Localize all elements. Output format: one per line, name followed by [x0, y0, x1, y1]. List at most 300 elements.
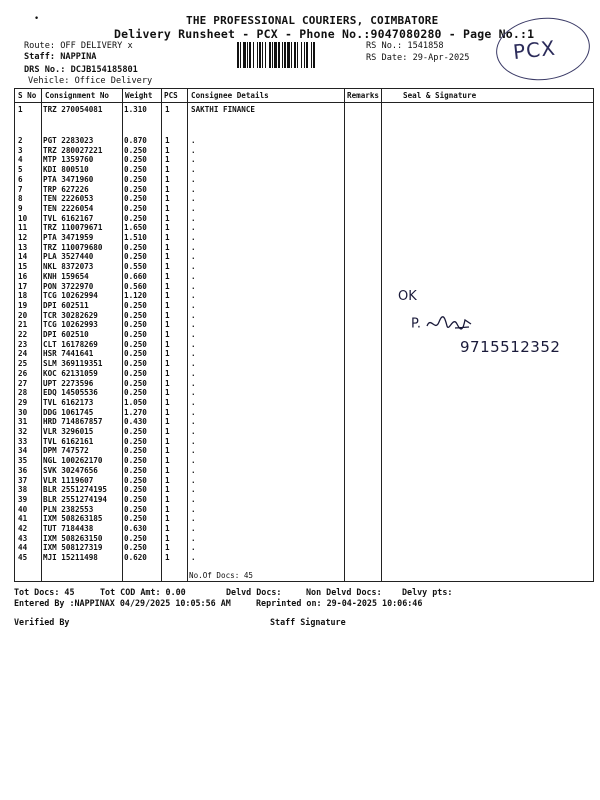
row-weight: 0.550: [124, 262, 147, 272]
row-sno: 31: [18, 417, 28, 427]
row-pcs: 1: [165, 155, 170, 165]
row-sno: 9: [18, 203, 23, 213]
vehicle-line: Vehicle: Office Delivery: [28, 76, 153, 86]
row-weight: 0.250: [124, 378, 147, 388]
row-consignment-no: HSR 7441641: [43, 349, 94, 359]
row-sno: 41: [18, 514, 28, 524]
row-consignment-no: DPI 602510: [43, 330, 89, 339]
row-sno: 34: [18, 446, 28, 456]
row-weight: 0.560: [124, 281, 147, 291]
row-weight: 0.250: [124, 252, 147, 262]
runsheet-table: [14, 88, 594, 582]
row-sno: 28: [18, 388, 28, 398]
row-pcs: 1: [165, 504, 170, 514]
barcode: [237, 42, 359, 68]
row-sno: 22: [18, 330, 28, 339]
row-consignment-no: PTA 3471959: [43, 233, 94, 242]
row-consignment-no: IXM 508263150: [43, 533, 103, 543]
row-pcs: 1: [165, 262, 170, 272]
row-pcs: 1: [165, 136, 170, 145]
row-consignee: .: [191, 330, 196, 339]
signature-prefix: P.: [411, 316, 421, 332]
row-pcs: 1: [165, 533, 170, 543]
row-consignee: .: [191, 339, 196, 349]
row-consignment-no: TRZ 110079680: [43, 242, 103, 252]
row-consignment-no: DDG 1061745: [43, 407, 94, 417]
row-pcs: 1: [165, 427, 170, 436]
row-pcs: 1: [165, 213, 170, 223]
col-header-weight: Weight: [125, 91, 153, 100]
signature-scribble-icon: [425, 314, 475, 334]
row-consignee: .: [191, 543, 196, 553]
row-sno: 11: [18, 223, 28, 233]
row-pcs: 1: [165, 252, 170, 262]
row-weight: 0.250: [124, 533, 147, 543]
row-sno: 45: [18, 553, 28, 563]
row-consignee: .: [191, 262, 196, 272]
row-pcs: 1: [165, 184, 170, 194]
rs-no: RS No.: 1541858: [366, 41, 444, 51]
row-consignment-no: KNH 159654: [43, 271, 89, 281]
table-row: [15, 301, 593, 311]
row-consignment-no: TRZ 110079671: [43, 223, 103, 233]
table-row: [15, 359, 593, 369]
row-consignment-no: SVK 30247656: [43, 465, 98, 475]
row-consignment-no: PTA 3471960: [43, 174, 94, 184]
table-row: [15, 446, 593, 456]
row-consignee: .: [191, 300, 196, 310]
row-consignee: .: [191, 184, 196, 194]
row-consignment-no: DPM 747572: [43, 446, 89, 456]
row-weight: 0.250: [124, 330, 147, 339]
table-row: [15, 369, 593, 379]
row-weight: 0.250: [124, 242, 147, 252]
row-consignment-no: VLR 1119607: [43, 475, 94, 485]
row-weight: 0.660: [124, 271, 147, 281]
row-pcs: 1: [165, 174, 170, 184]
row-consignment-no: TCG 10262993: [43, 320, 98, 330]
row-pcs: 1: [165, 378, 170, 388]
row-pcs: 1: [165, 446, 170, 456]
row-pcs: 1: [165, 397, 170, 407]
table-row: [15, 495, 593, 505]
row-pcs: 1: [165, 330, 170, 339]
handwritten-phone: 9715512352: [460, 338, 561, 356]
row-consignee: .: [191, 155, 196, 165]
row-consignee: .: [191, 165, 196, 175]
table-row: [15, 388, 593, 398]
row-weight: 0.250: [124, 543, 147, 553]
row-consignee: .: [191, 242, 196, 252]
row-weight: 0.250: [124, 494, 147, 504]
row-weight: 0.250: [124, 320, 147, 330]
table-row: [15, 146, 593, 156]
row-sno: 6: [18, 174, 23, 184]
row-sno: 13: [18, 242, 28, 252]
table-row: [15, 155, 593, 165]
row-pcs: 1: [165, 203, 170, 213]
verified-by: Verified By: [14, 617, 70, 627]
row-sno: 29: [18, 397, 28, 407]
row-consignment-no: MTP 1359760: [43, 155, 94, 165]
row-weight: 1.270: [124, 407, 147, 417]
staff-signature: Staff Signature: [270, 617, 346, 627]
row-pcs: 1: [165, 320, 170, 330]
row-consignee: .: [191, 233, 196, 242]
row-consignment-no: DPI 602511: [43, 300, 89, 310]
row-sno: 35: [18, 456, 28, 466]
table-row: [15, 262, 593, 272]
row-pcs: 1: [165, 194, 170, 204]
table-row: [15, 524, 593, 534]
row-weight: 0.250: [124, 359, 147, 369]
table-row: [15, 204, 593, 214]
row-sno: 36: [18, 465, 28, 475]
row-weight: 1.310: [124, 105, 147, 114]
row-consignee: .: [191, 359, 196, 369]
handwritten-signature: [411, 314, 475, 334]
row-weight: 0.250: [124, 465, 147, 475]
row-sno: 12: [18, 233, 28, 242]
row-weight: 0.430: [124, 417, 147, 427]
row-sno: 2: [18, 136, 23, 145]
row-consignment-no: UPT 2273596: [43, 378, 94, 388]
row-weight: 0.250: [124, 456, 147, 466]
table-row: [15, 553, 593, 563]
row-pcs: 1: [165, 223, 170, 233]
row-consignee: .: [191, 427, 196, 436]
row-consignment-no: KOC 62131059: [43, 368, 98, 378]
table-row: [15, 214, 593, 224]
table-row: [15, 136, 593, 146]
row-consignee: SAKTHI FINANCE: [191, 105, 256, 114]
delvy-pts: Delvy pts:: [402, 587, 453, 597]
row-pcs: 1: [165, 233, 170, 242]
row-weight: 0.250: [124, 174, 147, 184]
row-sno: 44: [18, 543, 28, 553]
table-row: [15, 282, 593, 292]
row-consignee: .: [191, 213, 196, 223]
row-pcs: 1: [165, 349, 170, 359]
route-line: Route: OFF DELIVERY x: [24, 41, 133, 51]
row-consignee: .: [191, 194, 196, 204]
row-pcs: 1: [165, 543, 170, 553]
row-sno: 40: [18, 504, 28, 514]
table-row: [15, 534, 593, 544]
table-row: [15, 311, 593, 321]
row-consignee: .: [191, 504, 196, 514]
row-pcs: 1: [165, 368, 170, 378]
row-sno: 8: [18, 194, 23, 204]
row-pcs: 1: [165, 291, 170, 301]
row-pcs: 1: [165, 281, 170, 291]
col-header-remarks: Remarks: [347, 91, 380, 100]
row-sno: 17: [18, 281, 28, 291]
table-row: [15, 272, 593, 282]
row-pcs: 1: [165, 436, 170, 446]
col-header-consignment: Consignment No: [45, 91, 110, 100]
table-row: [15, 476, 593, 486]
row-consignment-no: IXM 508263185: [43, 514, 103, 524]
row-consignee: .: [191, 203, 196, 213]
row-pcs: 1: [165, 310, 170, 320]
row-sno: 5: [18, 165, 23, 175]
row-consignment-no: IXM 508127319: [43, 543, 103, 553]
row-pcs: 1: [165, 300, 170, 310]
row-weight: 0.250: [124, 446, 147, 456]
row-weight: 1.120: [124, 291, 147, 301]
table-row: [15, 194, 593, 204]
row-sno: 33: [18, 436, 28, 446]
row-weight: 1.050: [124, 397, 147, 407]
row-consignee: .: [191, 407, 196, 417]
row-consignment-no: TRZ 270054081: [43, 105, 103, 114]
row-weight: 0.250: [124, 165, 147, 175]
row-weight: 0.250: [124, 368, 147, 378]
top-mark: •: [34, 14, 40, 24]
row-consignee: .: [191, 475, 196, 485]
row-pcs: 1: [165, 514, 170, 524]
row-weight: 0.250: [124, 155, 147, 165]
row-consignee: .: [191, 417, 196, 427]
drs-value: DCJB154185801: [70, 65, 138, 75]
row-consignee: .: [191, 436, 196, 446]
staff-line: Staff: NAPPINA: [24, 52, 97, 62]
table-row: [15, 243, 593, 253]
table-row: [15, 379, 593, 389]
row-consignment-no: BLR 2551274195: [43, 485, 108, 495]
row-sno: 18: [18, 291, 28, 301]
row-consignee: .: [191, 485, 196, 495]
row-weight: 0.250: [124, 427, 147, 436]
row-consignee: .: [191, 465, 196, 475]
row-pcs: 1: [165, 145, 170, 155]
row-sno: 32: [18, 427, 28, 436]
table-row: [15, 291, 593, 301]
row-weight: 0.250: [124, 203, 147, 213]
row-consignee: .: [191, 378, 196, 388]
row-consignment-no: TEN 2226053: [43, 194, 94, 204]
row-weight: 0.620: [124, 553, 147, 563]
row-pcs: 1: [165, 407, 170, 417]
row-sno: 1: [18, 105, 23, 114]
table-row: [15, 456, 593, 466]
table-row: [15, 466, 593, 476]
table-row: [15, 485, 593, 495]
drs-label: DRS No.:: [24, 65, 66, 75]
row-weight: 0.250: [124, 339, 147, 349]
reprinted-on: Reprinted on: 29-04-2025 10:06:46: [256, 598, 423, 608]
entered-by: Entered By :NAPPINAX 04/29/2025 10:05:56 AM: [14, 598, 231, 608]
table-row: [15, 398, 593, 408]
table-row: [15, 233, 593, 243]
row-consignment-no: TCR 30282629: [43, 310, 98, 320]
row-sno: 27: [18, 378, 28, 388]
row-weight: 0.250: [124, 388, 147, 398]
row-consignee: .: [191, 494, 196, 504]
row-sno: 38: [18, 485, 28, 495]
row-pcs: 1: [165, 242, 170, 252]
row-consignee: .: [191, 271, 196, 281]
table-row: [15, 320, 593, 330]
row-sno: 30: [18, 407, 28, 417]
row-weight: 0.250: [124, 475, 147, 485]
row-consignment-no: KDI 800510: [43, 165, 89, 175]
row-pcs: 1: [165, 475, 170, 485]
row-sno: 16: [18, 271, 28, 281]
col-header-consignee: Consignee Details: [191, 91, 269, 100]
row-consignment-no: PLN 2382553: [43, 504, 94, 514]
table-row: [15, 165, 593, 175]
row-consignment-no: TCG 10262994: [43, 291, 98, 301]
row-consignee: .: [191, 223, 196, 233]
row-consignment-no: TVL 6162167: [43, 213, 94, 223]
table-row: [15, 437, 593, 447]
row-consignee: .: [191, 349, 196, 359]
handwritten-ok: OK: [398, 289, 417, 304]
row-consignee: .: [191, 533, 196, 543]
row-consignment-no: HRD 714867857: [43, 417, 103, 427]
row-consignment-no: TRZ 280027221: [43, 145, 103, 155]
row-weight: 1.650: [124, 223, 147, 233]
row-pcs: 1: [165, 494, 170, 504]
row-pcs: 1: [165, 417, 170, 427]
row-consignment-no: VLR 3296015: [43, 427, 94, 436]
row-weight: 0.250: [124, 436, 147, 446]
row-sno: 24: [18, 349, 28, 359]
pcx-stamp: [493, 13, 593, 84]
row-sno: 39: [18, 494, 28, 504]
col-header-seal: Seal & Signature: [403, 91, 477, 100]
row-sno: 43: [18, 533, 28, 543]
row-sno: 14: [18, 252, 28, 262]
row-consignee: .: [191, 524, 196, 533]
row-consignment-no: PON 3722970: [43, 281, 94, 291]
row-pcs: 1: [165, 553, 170, 563]
row-pcs: 1: [165, 456, 170, 466]
row-consignment-no: SLM 369119351: [43, 359, 103, 369]
row-consignment-no: PGT 2283023: [43, 136, 94, 145]
company-title: THE PROFESSIONAL COURIERS, COIMBATORE: [186, 14, 439, 27]
row-consignee: .: [191, 145, 196, 155]
row-weight: 0.250: [124, 145, 147, 155]
delvd-docs: Delvd Docs:: [226, 587, 282, 597]
row-sno: 25: [18, 359, 28, 369]
row-consignment-no: NGL 100262170: [43, 456, 103, 466]
row-weight: 0.250: [124, 514, 147, 524]
row-consignment-no: NKL 8372073: [43, 262, 94, 272]
drs-line: [24, 65, 138, 75]
row-sno: 20: [18, 310, 28, 320]
row-consignment-no: CLT 16178269: [43, 339, 98, 349]
row-sno: 42: [18, 524, 28, 533]
row-consignee: .: [191, 136, 196, 145]
row-consignment-no: MJI 15211498: [43, 553, 98, 563]
row-pcs: 1: [165, 359, 170, 369]
row-weight: 0.250: [124, 504, 147, 514]
row-sno: 21: [18, 320, 28, 330]
row-weight: 0.250: [124, 213, 147, 223]
no-of-docs: No.Of Docs: 45: [189, 571, 254, 580]
row-consignee: .: [191, 514, 196, 524]
row-pcs: 1: [165, 165, 170, 175]
row-consignee: .: [191, 388, 196, 398]
table-row: [15, 252, 593, 262]
row-consignee: .: [191, 368, 196, 378]
row-consignment-no: TVL 6162161: [43, 436, 94, 446]
row-pcs: 1: [165, 524, 170, 533]
row-weight: 0.870: [124, 136, 147, 145]
row-consignment-no: BLR 2551274194: [43, 494, 108, 504]
col-header-sno: S No: [18, 91, 37, 100]
row-consignment-no: PLA 3527440: [43, 252, 94, 262]
row-sno: 3: [18, 145, 23, 155]
row-consignment-no: TVL 6162173: [43, 397, 94, 407]
col-header-pcs: PCS: [164, 91, 178, 100]
row-consignee: .: [191, 252, 196, 262]
row-sno: 7: [18, 184, 23, 194]
row-consignee: .: [191, 174, 196, 184]
stamp-text: PCX: [511, 35, 557, 65]
row-pcs: 1: [165, 485, 170, 495]
table-row: [15, 105, 593, 115]
header-divider: [15, 102, 593, 103]
row-sno: 4: [18, 155, 23, 165]
row-consignee: .: [191, 446, 196, 456]
row-sno: 23: [18, 339, 28, 349]
row-pcs: 1: [165, 388, 170, 398]
row-sno: 37: [18, 475, 28, 485]
row-weight: 0.250: [124, 349, 147, 359]
row-sno: 26: [18, 368, 28, 378]
row-weight: 0.630: [124, 524, 147, 533]
row-pcs: 1: [165, 271, 170, 281]
row-sno: 10: [18, 213, 28, 223]
row-consignee: .: [191, 456, 196, 466]
row-consignee: .: [191, 320, 196, 330]
row-consignee: .: [191, 281, 196, 291]
row-weight: 1.510: [124, 233, 147, 242]
row-consignee: .: [191, 553, 196, 563]
runsheet-title: Delivery Runsheet - PCX - Phone No.:9047080280 - Page No.:1: [114, 27, 535, 41]
row-consignment-no: TEN 2226054: [43, 203, 94, 213]
row-sno: 19: [18, 300, 28, 310]
table-row: [15, 175, 593, 185]
row-consignee: .: [191, 291, 196, 301]
row-pcs: 1: [165, 339, 170, 349]
row-consignee: .: [191, 397, 196, 407]
table-row: [15, 185, 593, 195]
row-weight: 0.250: [124, 485, 147, 495]
table-row: [15, 514, 593, 524]
row-consignee: .: [191, 310, 196, 320]
non-delvd-docs: Non Delvd Docs:: [306, 587, 382, 597]
table-row: [15, 417, 593, 427]
table-row: [15, 505, 593, 515]
row-weight: 0.250: [124, 194, 147, 204]
table-row: [15, 427, 593, 437]
row-pcs: 1: [165, 105, 170, 114]
tot-docs: Tot Docs: 45: [14, 587, 75, 597]
row-consignment-no: EDQ 14505536: [43, 388, 98, 398]
tot-cod-amt: Tot COD Amt: 0.00: [100, 587, 186, 597]
table-row: [15, 543, 593, 553]
barcode-bar: [315, 42, 316, 68]
table-row: [15, 408, 593, 418]
table-row: [15, 223, 593, 233]
row-consignment-no: TUT 7184438: [43, 524, 94, 533]
row-pcs: 1: [165, 465, 170, 475]
